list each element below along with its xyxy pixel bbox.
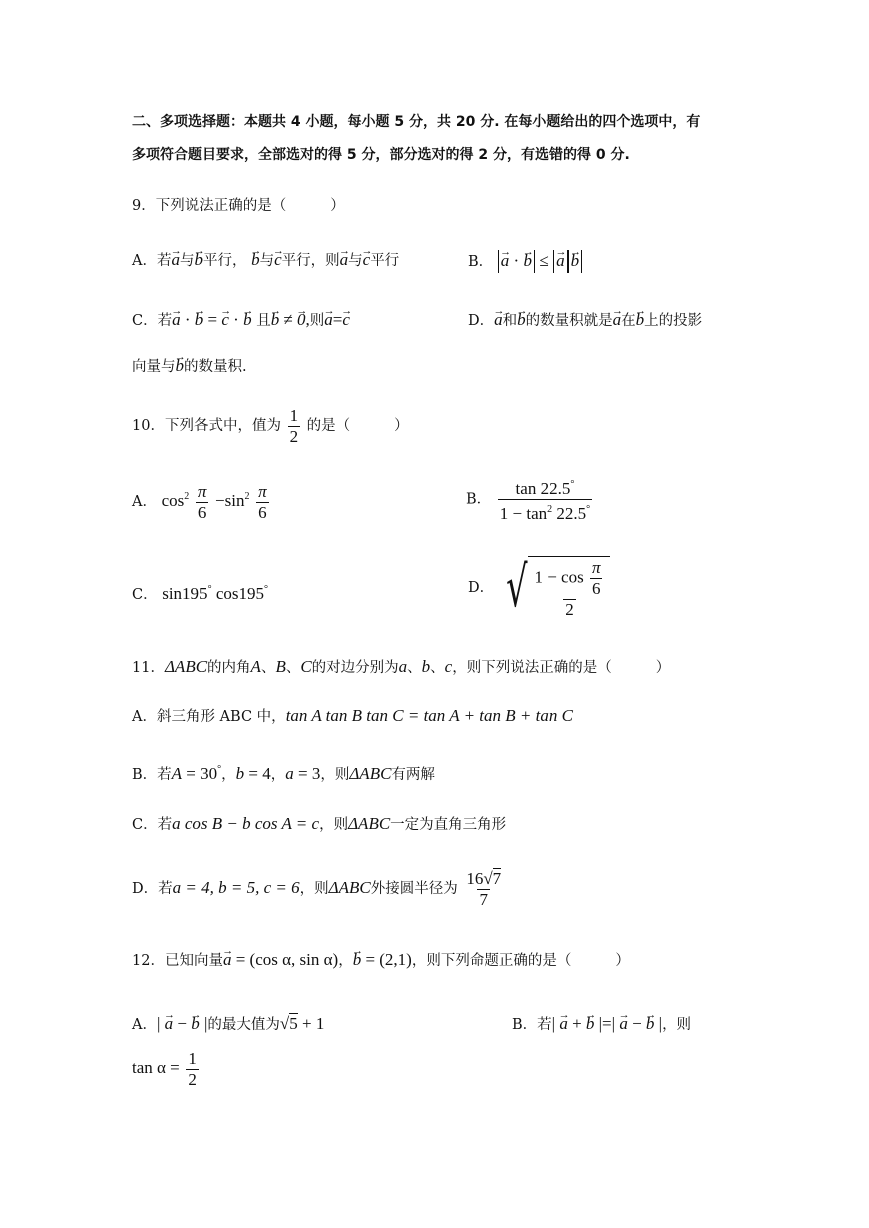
q10-option-b: B． $\frac{\tan 22.5^\circ}{1 - \tan^2 22.5^\circ}$ (466, 479, 591, 523)
q12-option-a: A．| → a − → b |的最大值为√5 + 1 (132, 1014, 324, 1035)
section-heading-line1: 二、多项选择题：本题共 4 小题，每小题 5 分，共 20 分. 在每小题给出的四个选项中，有 (132, 114, 701, 130)
q12-option-b-continued: tan α = $\frac{1}{2}$ (132, 1048, 197, 1089)
q11-option-a: A．斜三角形 ABC 中，tan A tan B tan C = tan A + tan B + tan C (132, 706, 573, 725)
q11-option-c: C．若a cos B − b cos A = c，则ΔABC一定为直角三角形 (132, 814, 507, 833)
question-12-stem: 12．已知向量→ a = (cos α, sin α)，→ b = (2,1)，则下列命题正确的是（ ） (132, 950, 630, 971)
q9-option-a: A．若→ a与→ b平行， → b与→ c平行，则→ a与→ c平行 (132, 250, 399, 271)
q11-option-b: B．若A = 30°，b = 4，a = 3，则ΔABC有两解 (132, 764, 435, 783)
question-10-stem: 10．下列各式中，值为 $\frac{1}{2}$ 的是（ ） (132, 405, 409, 446)
q9-option-b: B． → a · → b ≤ → a→ b (468, 250, 582, 273)
section-heading-line2: 多项符合题目要求，全部选对的得 5 分，部分选对的得 2 分，有选错的得 0 分. (132, 147, 630, 163)
question-9-stem: 9．下列说法正确的是（ ） (132, 198, 345, 214)
q10-option-c: C． sin195° cos195° (132, 584, 268, 603)
question-11-stem: 11．ΔABC的内角A、B、C的对边分别为a、b、c，则下列说法正确的是（ ） (132, 657, 671, 676)
q10-option-d: D． √ 1 − cos $\frac{\pi}{6}$ 2 (468, 556, 610, 620)
q9-option-c: C．若→ a · → b = → c · → b 且→ b ≠ → 0,则→ a=→ c (132, 310, 350, 331)
q10-option-a: A． $\cos^2$ $\frac{\pi}{6}$ $-\sin^2$ $\frac{\pi}{6}$ (132, 481, 267, 522)
q9-option-d: D．→ a和→ b的数量积就是→ a在→ b上的投影 (468, 310, 702, 331)
q12-option-b: B．若| → a + → b |=| → a − → b |，则 (512, 1014, 691, 1035)
q9-option-d-continued: 向量与→ b的数量积. (132, 356, 247, 377)
q11-option-d: D．若a = 4, b = 5, c = 6，则ΔABC外接圆半径为 $\frac{16√7}{7}$ (132, 868, 502, 909)
